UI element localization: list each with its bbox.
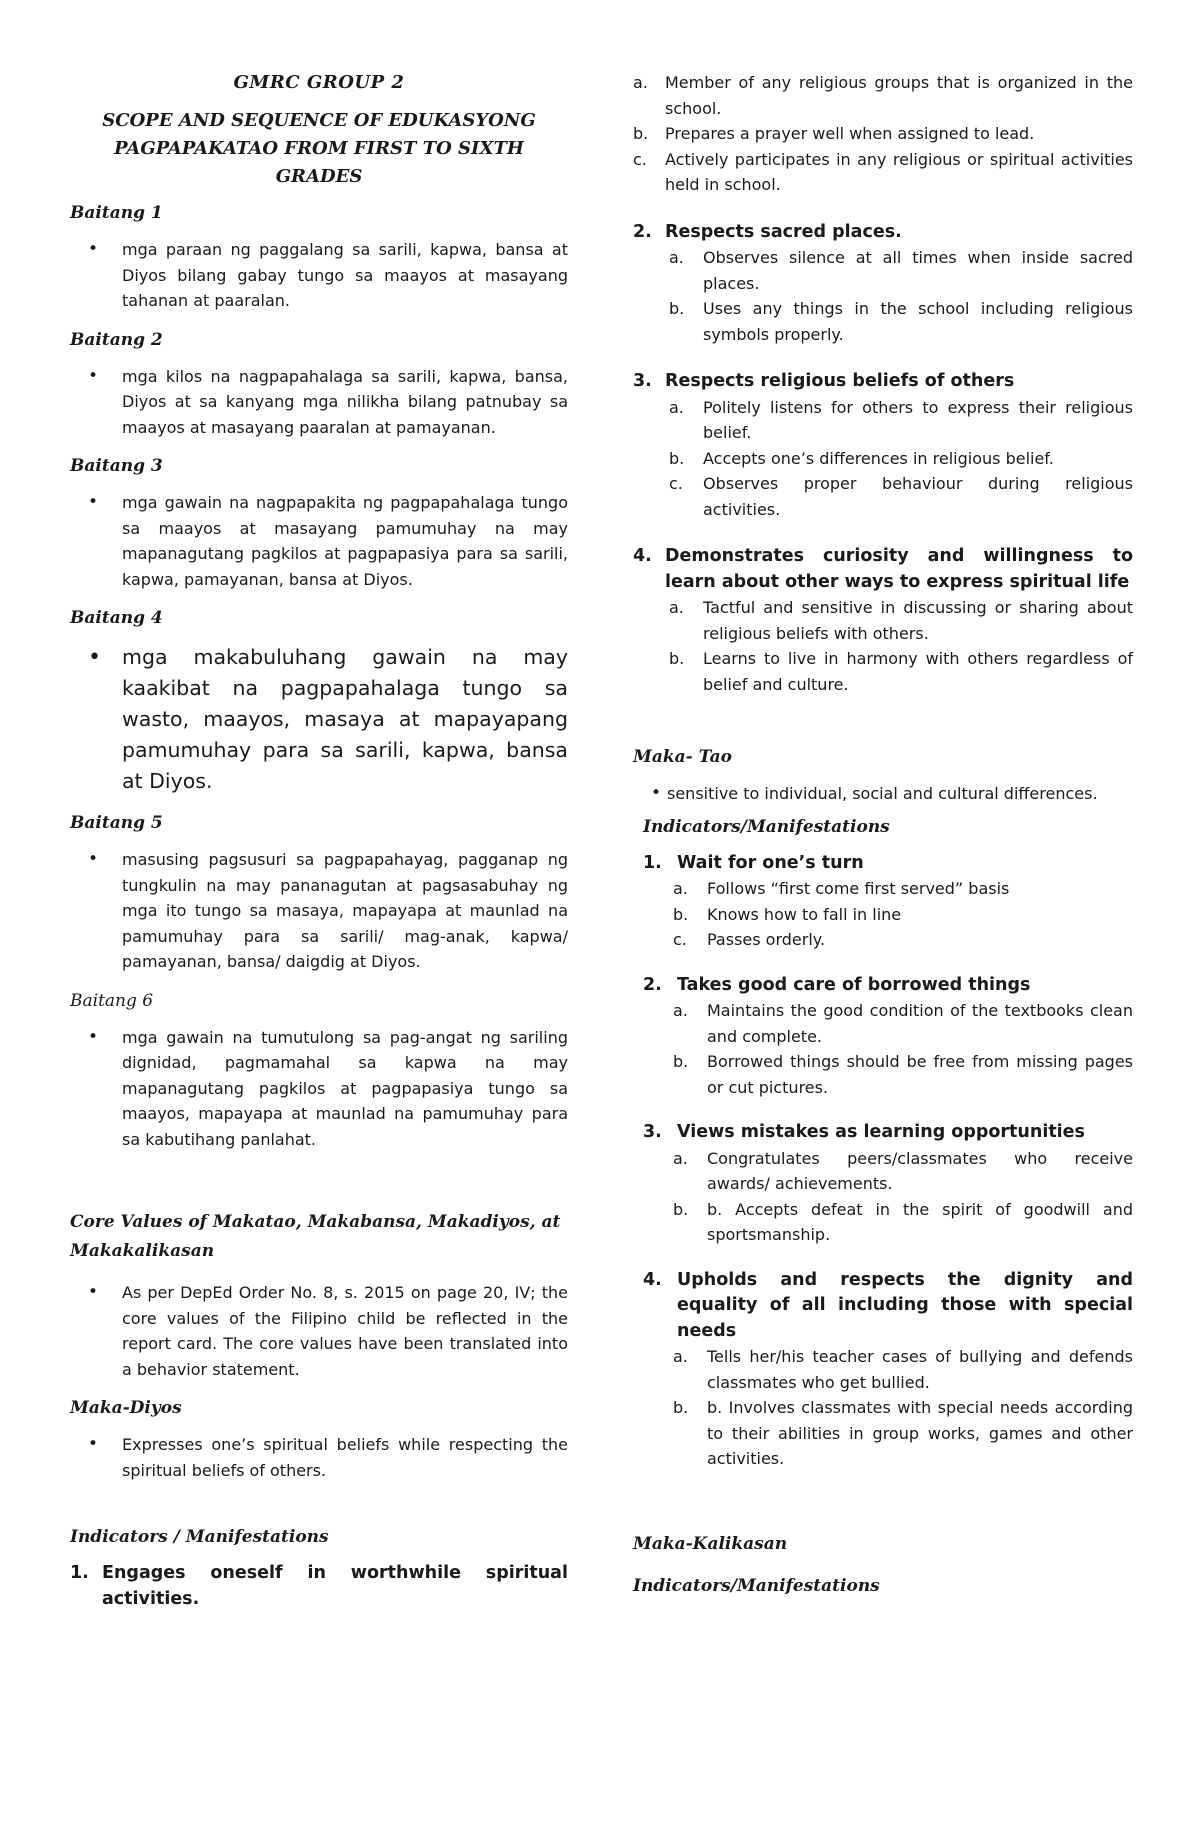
sub-item: b. b. Involves classmates with special needs according to their abilities in group works, games and other activities. [673,1398,1133,1468]
grade-4-text: • mga makabuluhang gawain na may kaakibat na pagpapahalaga tungo sa wasto, maayos, masaya at mapayapang pamumuhay para sa sarili, kapwa, bansa at Diyos. [70,642,568,797]
diyos-indicator-1-subs [633,70,1133,198]
sub-item: b. Accepts one’s differences in religious belief. [669,448,1054,468]
sub-item: b. Knows how to fall in line [673,904,902,924]
sub-item: c. Actively participates in any religious or spiritual activities held in school. [633,149,1133,194]
grade-4-list [70,642,568,797]
right-column [633,70,1133,1610]
grade-5-list [70,847,568,975]
diyos-indicator-3: 3. Respects religious beliefs of others a. Politely listens for others to express their religious belief. b. Accepts one’s differences in religious belief. c. Observes proper behaviour during religious activities. [633,369,1133,522]
sub-item: a. Congratulates peers/classmates who receive awards/ achievements. [673,1148,1133,1193]
sub-item: b. b. Accepts defeat in the spirit of goodwill and sportsmanship. [673,1199,1133,1244]
sub-item: a. Member of any religious groups that is organized in the school. [633,73,1133,118]
sub-item: c. Passes orderly. [673,930,826,949]
core-values-heading: Core Values of Makatao, Makabansa, Makadiyos, at Makakalikasan [70,1212,561,1261]
grade-2-heading: Baitang 2 [70,329,163,350]
diyos-indicator-4: 4. Demonstrates curiosity and willingness to learn about other ways to express spiritual life a. Tactful and sensitive in discussing or sharing about religious beliefs with others. b. Learns to live in harmony with others regardless of belief and culture. [633,544,1133,697]
grade-3-text: • mga gawain na nagpapakita ng pagpapahalaga tungo sa maayos at masayang pamumuhay na may mapanagutang pagkilos at pagpapasiya para sa sarili, kapwa, pamayanan, bansa at Diyos. [70,490,568,592]
sub-item: a. Observes silence at all times when inside sacred places. [669,248,1133,293]
grade-4-heading: Baitang 4 [70,608,163,628]
sub-item: c. Observes proper behaviour during religious activities. [669,474,1133,519]
maka-kalikasan-heading: Maka-Kalikasan [633,1533,788,1554]
tao-indicator-1: 1. Wait for one’s turn a. Follows “first come first served” basis b. Knows how to fall in line c. Passes orderly. [633,851,1133,953]
sub-item: a. Politely listens for others to express their religious belief. [669,397,1133,442]
indicator-number: 1. [70,1563,89,1583]
kalikasan-indicators-heading: Indicators/Manifestations [633,1575,880,1596]
maka-diyos-text: • Expresses one’s spiritual beliefs while respecting the spiritual beliefs of others. [70,1432,568,1483]
tao-indicator-4: 4. Upholds and respects the dignity and equality of all including those with special needs a. Tells her/his teacher cases of bullying and defends classmates who get bullied. b. b. Involves classmates with special needs according to their abilities in group works, games and other activities. [633,1268,1133,1472]
sub-item: b. Learns to live in harmony with others regardless of belief and culture. [669,649,1133,694]
grade-5-heading: Baitang 5 [70,813,163,833]
sub-item: a. Tells her/his teacher cases of bullying and defends classmates who get bullied. [673,1347,1133,1392]
sub-item: a. Maintains the good condition of the textbooks clean and complete. [673,1001,1133,1046]
tao-indicators-heading: Indicators/Manifestations [643,816,890,837]
grade-5-text: • masusing pagsusuri sa pagpapahayag, pagganap ng tungkulin na may pananagutan at pagsasabuhay ng mga ito tungo sa masaya, mapayapa at maunlad na pamumuhay para sa sarili/ mag-anak, kapwa/ pamayanan, bansa/ daigdig at Diyos. [70,847,568,975]
maka-tao-list [633,781,1133,807]
grade-2-list [70,364,568,441]
grade-6-text: • mga gawain na tumutulong sa pag-angat ng sariling dignidad, pagmamahal sa kapwa na may mapanagutang pagkilos at pagpapasiya tungo sa maayos, mapayapa at maunlad na pamumuhay para sa kabutihang panlahat. [70,1025,568,1153]
sub-item: b. Prepares a prayer well when assigned to lead. [633,124,1035,143]
maka-tao-heading: Maka- Tao [633,747,732,767]
grade-6-heading: Baitang 6 [70,990,154,1011]
grade-1-heading: Baitang 1 [70,203,163,223]
sub-item: b. Borrowed things should be free from missing pages or cut pictures. [673,1052,1133,1097]
maka-diyos-list [70,1432,568,1483]
diyos-indicator-2: 2. Respects sacred places. a. Observes silence at all times when inside sacred places. b. Uses any things in the school including religious symbols properly. [633,220,1133,348]
grade-2-text: • mga kilos na nagpapahalaga sa sarili, kapwa, bansa, Diyos at sa kanyang mga nilikha bilang patnubay sa maayos at masayang paaralan at pamayanan. [70,364,568,441]
core-values-text: • As per DepEd Order No. 8, s. 2015 on page 20, IV; the core values of the Filipino child be reflected in the report card. The core values have been translated into a behavior statement. [70,1280,568,1382]
core-values-list [70,1280,568,1382]
document-subtitle: SCOPE AND SEQUENCE OF EDUKASYONG PAGPAPAKATAO FROM FIRST TO SIXTH GRADES [102,110,536,187]
grade-6-list [70,1025,568,1153]
group-title: GMRC GROUP 2 [233,72,405,93]
maka-diyos-heading: Maka-Diyos [70,1398,182,1418]
left-column [70,72,568,1634]
tao-indicator-3: 3. Views mistakes as learning opportunities a. Congratulates peers/classmates who receive awards/ achievements. b. b. Accepts defeat in the spirit of goodwill and sportsmanship. [633,1120,1133,1248]
maka-tao-text: • sensitive to individual, social and cultural differences. [633,781,1133,807]
grade-3-heading: Baitang 3 [70,456,163,476]
sub-item: a. Tactful and sensitive in discussing or sharing about religious beliefs with others. [669,598,1133,643]
indicator-title: Engages oneself in worthwhile spiritual activities. [102,1563,568,1609]
grade-1-list [70,237,568,314]
tao-indicator-2: 2. Takes good care of borrowed things a. Maintains the good condition of the textbooks clean and complete. b. Borrowed things should be free from missing pages or cut pictures. [633,973,1133,1101]
grade-3-list [70,490,568,592]
sub-item: a. Follows “first come first served” basis [673,879,1010,898]
grade-1-text: • mga paraan ng paggalang sa sarili, kapwa, bansa at Diyos bilang gabay tungo sa maayos at masayang tahanan at paaralan. [70,237,568,314]
diyos-indicator-1 [70,1561,568,1612]
indicators-heading: Indicators / Manifestations [70,1527,329,1547]
sub-item: b. Uses any things in the school including religious symbols properly. [669,299,1133,344]
